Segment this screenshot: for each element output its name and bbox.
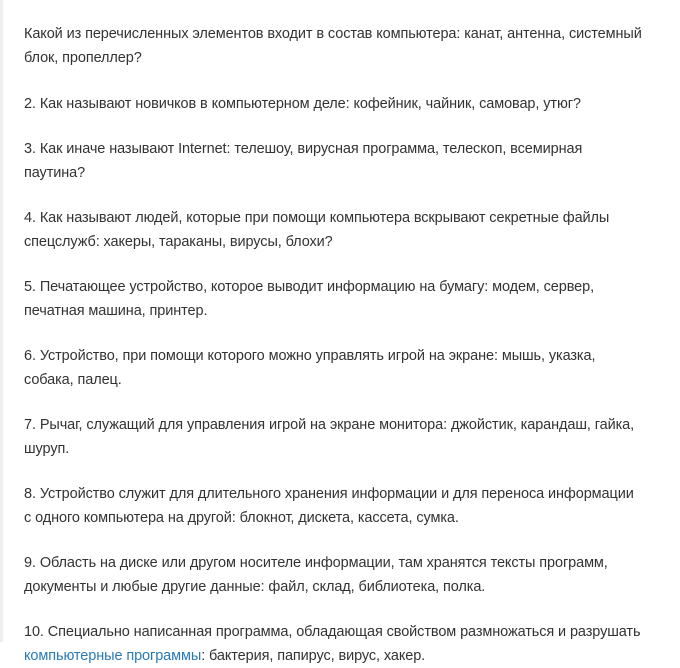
question-9: 9. Область на диске или другом носителе информации, там хранятся тексты программ, документы и любые другие данные: файл, склад, библиотека, полка.	[24, 555, 608, 595]
question-4: 4. Как называют людей, которые при помощи компьютера вскрывают секретные файлы спецслужб: хакеры, тараканы, вирусы, блохи?	[24, 210, 610, 250]
question-3: 3. Как иначе называют Internet: телешоу, вирусная программа, телескоп, всемирная паутина?	[24, 141, 583, 181]
question-7: 7. Рычаг, служащий для управления игрой на экране монитора: джойстик, карандаш, гайка, шуруп.	[24, 417, 635, 457]
computer-programs-link[interactable]: компьютерные программы	[24, 648, 202, 664]
question-10-suffix: : бактерия, папирус, вирус, хакер.	[201, 648, 426, 664]
question-8: 8. Устройство служит для длительного хранения информации и для переноса информации с одного компьютера на другой: блокнот, дискета, кассета, сумка.	[24, 486, 634, 526]
question-6: 6. Устройство, при помощи которого можно управлять игрой на экране: мышь, указка, собака, палец.	[24, 348, 596, 388]
question-10-prefix: 10. Специально написанная программа, обладающая свойством размножаться и разрушать	[24, 624, 641, 640]
question-10	[24, 620, 644, 668]
question-2: 2. Как называют новичков в компьютерном деле: кофейник, чайник, самовар, утюг?	[24, 96, 581, 112]
question-5: 5. Печатающее устройство, которое выводит информацию на бумагу: модем, сервер, печатная машина, принтер.	[24, 279, 595, 319]
question-1: Какой из перечисленных элементов входит в состав компьютера: канат, антенна, системный блок, пропеллер?	[24, 26, 642, 66]
